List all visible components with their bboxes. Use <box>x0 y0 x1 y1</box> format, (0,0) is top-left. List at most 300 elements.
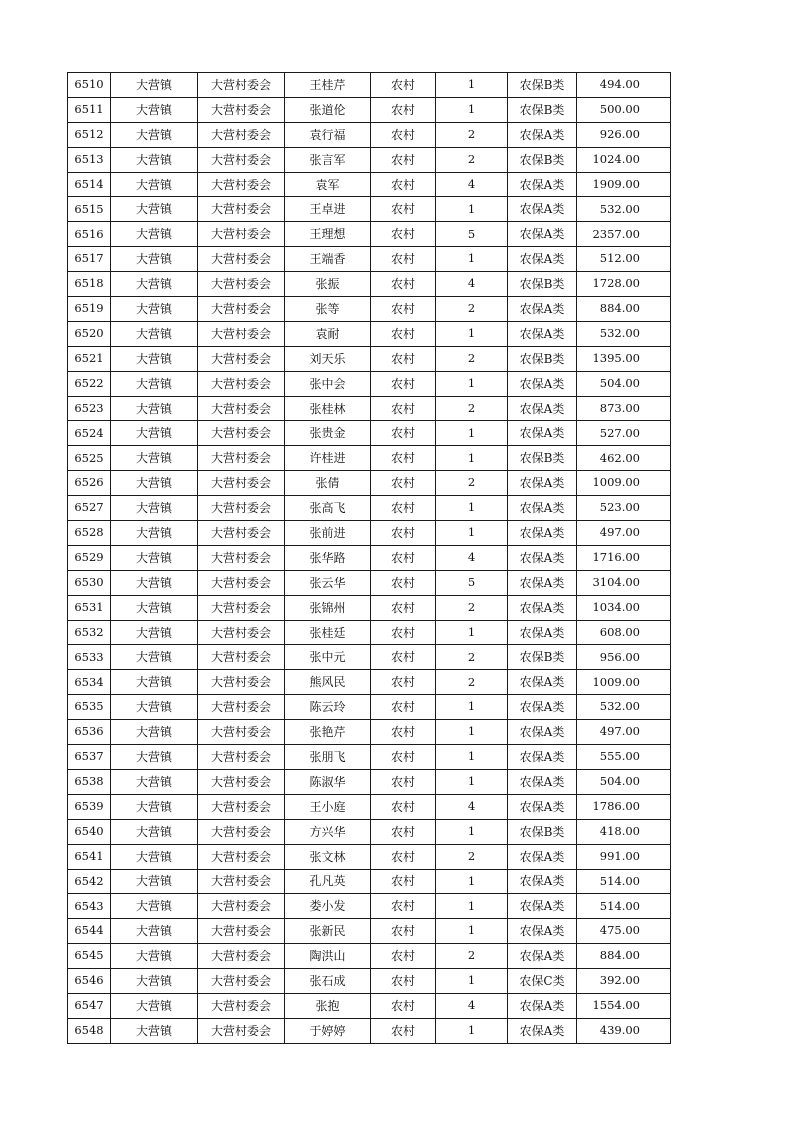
town-cell: 大营镇 <box>111 396 198 421</box>
table-row <box>68 147 671 172</box>
serial-number-cell: 6543 <box>68 894 111 919</box>
household-count-cell: 1 <box>436 97 508 122</box>
village-committee-cell: 大营村委会 <box>198 197 285 222</box>
amount-cell: 497.00 <box>577 521 671 546</box>
table-row <box>68 222 671 247</box>
resident-name-cell: 张文林 <box>285 844 371 869</box>
serial-number-cell: 6515 <box>68 197 111 222</box>
resident-name-cell: 张艳芹 <box>285 720 371 745</box>
resident-name-cell: 袁军 <box>285 172 371 197</box>
town-cell: 大营镇 <box>111 670 198 695</box>
area-type-cell: 农村 <box>371 969 436 994</box>
resident-name-cell: 熊风民 <box>285 670 371 695</box>
serial-number-cell: 6514 <box>68 172 111 197</box>
insurance-category-cell: 农保A类 <box>508 695 577 720</box>
serial-number-cell: 6522 <box>68 371 111 396</box>
household-count-cell: 1 <box>436 73 508 98</box>
village-committee-cell: 大营村委会 <box>198 73 285 98</box>
area-type-cell: 农村 <box>371 844 436 869</box>
resident-name-cell: 张中会 <box>285 371 371 396</box>
table-row <box>68 321 671 346</box>
amount-cell: 523.00 <box>577 496 671 521</box>
town-cell: 大营镇 <box>111 272 198 297</box>
insurance-category-cell: 农保A类 <box>508 297 577 322</box>
amount-cell: 504.00 <box>577 769 671 794</box>
insurance-category-cell: 农保A类 <box>508 371 577 396</box>
insurance-category-cell: 农保A类 <box>508 545 577 570</box>
table-row <box>68 819 671 844</box>
table-row <box>68 993 671 1018</box>
amount-cell: 926.00 <box>577 122 671 147</box>
town-cell: 大营镇 <box>111 222 198 247</box>
area-type-cell: 农村 <box>371 471 436 496</box>
area-type-cell: 农村 <box>371 73 436 98</box>
town-cell: 大营镇 <box>111 147 198 172</box>
area-type-cell: 农村 <box>371 321 436 346</box>
village-committee-cell: 大营村委会 <box>198 869 285 894</box>
insurance-category-cell: 农保A类 <box>508 247 577 272</box>
serial-number-cell: 6528 <box>68 521 111 546</box>
insurance-category-cell: 农保B类 <box>508 346 577 371</box>
household-count-cell: 2 <box>436 147 508 172</box>
serial-number-cell: 6538 <box>68 769 111 794</box>
serial-number-cell: 6525 <box>68 446 111 471</box>
insurance-category-cell: 农保A类 <box>508 620 577 645</box>
table-row <box>68 73 671 98</box>
insurance-category-cell: 农保A类 <box>508 745 577 770</box>
amount-cell: 504.00 <box>577 371 671 396</box>
amount-cell: 956.00 <box>577 645 671 670</box>
resident-name-cell: 王理想 <box>285 222 371 247</box>
village-committee-cell: 大营村委会 <box>198 894 285 919</box>
amount-cell: 512.00 <box>577 247 671 272</box>
area-type-cell: 农村 <box>371 521 436 546</box>
insurance-category-cell: 农保A类 <box>508 172 577 197</box>
insurance-category-cell: 农保C类 <box>508 969 577 994</box>
town-cell: 大营镇 <box>111 297 198 322</box>
town-cell: 大营镇 <box>111 645 198 670</box>
town-cell: 大营镇 <box>111 496 198 521</box>
serial-number-cell: 6542 <box>68 869 111 894</box>
area-type-cell: 农村 <box>371 545 436 570</box>
household-count-cell: 1 <box>436 894 508 919</box>
amount-cell: 3104.00 <box>577 570 671 595</box>
table-row <box>68 844 671 869</box>
serial-number-cell: 6517 <box>68 247 111 272</box>
area-type-cell: 农村 <box>371 570 436 595</box>
table-row <box>68 521 671 546</box>
insurance-category-cell: 农保A类 <box>508 197 577 222</box>
table-row <box>68 172 671 197</box>
household-count-cell: 1 <box>436 521 508 546</box>
serial-number-cell: 6523 <box>68 396 111 421</box>
household-count-cell: 2 <box>436 471 508 496</box>
amount-cell: 439.00 <box>577 1018 671 1043</box>
serial-number-cell: 6533 <box>68 645 111 670</box>
household-count-cell: 1 <box>436 720 508 745</box>
village-committee-cell: 大营村委会 <box>198 645 285 670</box>
area-type-cell: 农村 <box>371 620 436 645</box>
amount-cell: 532.00 <box>577 197 671 222</box>
household-count-cell: 1 <box>436 496 508 521</box>
serial-number-cell: 6521 <box>68 346 111 371</box>
amount-cell: 608.00 <box>577 620 671 645</box>
insurance-category-cell: 农保A类 <box>508 122 577 147</box>
resident-name-cell: 娄小发 <box>285 894 371 919</box>
resident-name-cell: 王端香 <box>285 247 371 272</box>
serial-number-cell: 6536 <box>68 720 111 745</box>
insurance-category-cell: 农保B类 <box>508 446 577 471</box>
serial-number-cell: 6546 <box>68 969 111 994</box>
town-cell: 大营镇 <box>111 471 198 496</box>
village-committee-cell: 大营村委会 <box>198 172 285 197</box>
town-cell: 大营镇 <box>111 197 198 222</box>
amount-cell: 1009.00 <box>577 471 671 496</box>
town-cell: 大营镇 <box>111 769 198 794</box>
table-row <box>68 545 671 570</box>
resident-name-cell: 陈淑华 <box>285 769 371 794</box>
table-row <box>68 496 671 521</box>
resident-name-cell: 王小庭 <box>285 794 371 819</box>
insurance-category-cell: 农保B类 <box>508 147 577 172</box>
town-cell: 大营镇 <box>111 844 198 869</box>
table-row <box>68 371 671 396</box>
resident-name-cell: 袁行福 <box>285 122 371 147</box>
household-count-cell: 5 <box>436 570 508 595</box>
amount-cell: 1716.00 <box>577 545 671 570</box>
table-row <box>68 720 671 745</box>
table-row <box>68 570 671 595</box>
table-row <box>68 944 671 969</box>
table-row <box>68 794 671 819</box>
insurance-category-cell: 农保A类 <box>508 769 577 794</box>
town-cell: 大营镇 <box>111 819 198 844</box>
area-type-cell: 农村 <box>371 272 436 297</box>
table-row <box>68 396 671 421</box>
serial-number-cell: 6548 <box>68 1018 111 1043</box>
area-type-cell: 农村 <box>371 695 436 720</box>
amount-cell: 500.00 <box>577 97 671 122</box>
area-type-cell: 农村 <box>371 222 436 247</box>
insurance-category-cell: 农保A类 <box>508 396 577 421</box>
household-count-cell: 2 <box>436 944 508 969</box>
insurance-category-cell: 农保A类 <box>508 222 577 247</box>
serial-number-cell: 6532 <box>68 620 111 645</box>
amount-cell: 1728.00 <box>577 272 671 297</box>
resident-name-cell: 陈云玲 <box>285 695 371 720</box>
serial-number-cell: 6520 <box>68 321 111 346</box>
amount-cell: 1554.00 <box>577 993 671 1018</box>
household-count-cell: 1 <box>436 446 508 471</box>
resident-name-cell: 张锦州 <box>285 595 371 620</box>
table-row <box>68 695 671 720</box>
town-cell: 大营镇 <box>111 97 198 122</box>
serial-number-cell: 6512 <box>68 122 111 147</box>
serial-number-cell: 6511 <box>68 97 111 122</box>
area-type-cell: 农村 <box>371 869 436 894</box>
table-row <box>68 97 671 122</box>
area-type-cell: 农村 <box>371 819 436 844</box>
table-row <box>68 745 671 770</box>
village-committee-cell: 大营村委会 <box>198 272 285 297</box>
resident-name-cell: 张云华 <box>285 570 371 595</box>
town-cell: 大营镇 <box>111 446 198 471</box>
area-type-cell: 农村 <box>371 1018 436 1043</box>
household-count-cell: 1 <box>436 745 508 770</box>
town-cell: 大营镇 <box>111 122 198 147</box>
area-type-cell: 农村 <box>371 147 436 172</box>
village-committee-cell: 大营村委会 <box>198 147 285 172</box>
serial-number-cell: 6530 <box>68 570 111 595</box>
insurance-category-cell: 农保A类 <box>508 720 577 745</box>
household-count-cell: 2 <box>436 645 508 670</box>
household-count-cell: 1 <box>436 421 508 446</box>
amount-cell: 2357.00 <box>577 222 671 247</box>
serial-number-cell: 6529 <box>68 545 111 570</box>
town-cell: 大营镇 <box>111 1018 198 1043</box>
household-count-cell: 1 <box>436 869 508 894</box>
village-committee-cell: 大营村委会 <box>198 346 285 371</box>
serial-number-cell: 6541 <box>68 844 111 869</box>
amount-cell: 475.00 <box>577 919 671 944</box>
amount-cell: 497.00 <box>577 720 671 745</box>
resident-name-cell: 孔凡英 <box>285 869 371 894</box>
table-row <box>68 645 671 670</box>
area-type-cell: 农村 <box>371 993 436 1018</box>
resident-name-cell: 张贵金 <box>285 421 371 446</box>
insurance-category-cell: 农保A类 <box>508 471 577 496</box>
village-committee-cell: 大营村委会 <box>198 944 285 969</box>
serial-number-cell: 6537 <box>68 745 111 770</box>
village-committee-cell: 大营村委会 <box>198 844 285 869</box>
household-count-cell: 1 <box>436 969 508 994</box>
area-type-cell: 农村 <box>371 919 436 944</box>
table-row <box>68 197 671 222</box>
household-count-cell: 1 <box>436 620 508 645</box>
amount-cell: 514.00 <box>577 869 671 894</box>
insurance-category-cell: 农保A类 <box>508 496 577 521</box>
household-count-cell: 2 <box>436 844 508 869</box>
amount-cell: 873.00 <box>577 396 671 421</box>
serial-number-cell: 6519 <box>68 297 111 322</box>
resident-name-cell: 王桂芹 <box>285 73 371 98</box>
household-count-cell: 2 <box>436 396 508 421</box>
resident-name-cell: 张前进 <box>285 521 371 546</box>
resident-name-cell: 张朋飞 <box>285 745 371 770</box>
town-cell: 大营镇 <box>111 545 198 570</box>
amount-cell: 532.00 <box>577 695 671 720</box>
insurance-category-cell: 农保B类 <box>508 819 577 844</box>
village-committee-cell: 大营村委会 <box>198 819 285 844</box>
table-row <box>68 769 671 794</box>
village-committee-cell: 大营村委会 <box>198 969 285 994</box>
village-committee-cell: 大营村委会 <box>198 297 285 322</box>
area-type-cell: 农村 <box>371 794 436 819</box>
table-row <box>68 595 671 620</box>
household-count-cell: 2 <box>436 297 508 322</box>
household-count-cell: 1 <box>436 197 508 222</box>
village-committee-cell: 大营村委会 <box>198 122 285 147</box>
town-cell: 大营镇 <box>111 346 198 371</box>
insurance-category-cell: 农保A类 <box>508 1018 577 1043</box>
household-count-cell: 1 <box>436 769 508 794</box>
village-committee-cell: 大营村委会 <box>198 794 285 819</box>
town-cell: 大营镇 <box>111 919 198 944</box>
area-type-cell: 农村 <box>371 446 436 471</box>
resident-name-cell: 方兴华 <box>285 819 371 844</box>
table-body <box>68 73 671 1044</box>
town-cell: 大营镇 <box>111 944 198 969</box>
town-cell: 大营镇 <box>111 521 198 546</box>
resident-name-cell: 张华路 <box>285 545 371 570</box>
area-type-cell: 农村 <box>371 645 436 670</box>
table-row <box>68 122 671 147</box>
household-count-cell: 2 <box>436 346 508 371</box>
resident-name-cell: 张石成 <box>285 969 371 994</box>
insurance-category-cell: 农保A类 <box>508 894 577 919</box>
resident-name-cell: 张振 <box>285 272 371 297</box>
table-row <box>68 247 671 272</box>
insurance-category-cell: 农保A类 <box>508 844 577 869</box>
area-type-cell: 农村 <box>371 595 436 620</box>
area-type-cell: 农村 <box>371 97 436 122</box>
household-count-cell: 1 <box>436 247 508 272</box>
household-count-cell: 1 <box>436 695 508 720</box>
village-committee-cell: 大营村委会 <box>198 222 285 247</box>
household-count-cell: 1 <box>436 1018 508 1043</box>
area-type-cell: 农村 <box>371 172 436 197</box>
village-committee-cell: 大营村委会 <box>198 670 285 695</box>
area-type-cell: 农村 <box>371 670 436 695</box>
town-cell: 大营镇 <box>111 247 198 272</box>
village-committee-cell: 大营村委会 <box>198 545 285 570</box>
serial-number-cell: 6524 <box>68 421 111 446</box>
amount-cell: 1786.00 <box>577 794 671 819</box>
village-committee-cell: 大营村委会 <box>198 371 285 396</box>
village-committee-cell: 大营村委会 <box>198 745 285 770</box>
village-committee-cell: 大营村委会 <box>198 471 285 496</box>
village-committee-cell: 大营村委会 <box>198 421 285 446</box>
village-committee-cell: 大营村委会 <box>198 620 285 645</box>
village-committee-cell: 大营村委会 <box>198 993 285 1018</box>
amount-cell: 1909.00 <box>577 172 671 197</box>
household-count-cell: 4 <box>436 545 508 570</box>
insurance-category-cell: 农保A类 <box>508 944 577 969</box>
amount-cell: 1024.00 <box>577 147 671 172</box>
town-cell: 大营镇 <box>111 73 198 98</box>
resident-name-cell: 张新民 <box>285 919 371 944</box>
household-count-cell: 2 <box>436 122 508 147</box>
serial-number-cell: 6513 <box>68 147 111 172</box>
area-type-cell: 农村 <box>371 421 436 446</box>
table-row <box>68 446 671 471</box>
beneficiary-table <box>67 72 671 1044</box>
amount-cell: 884.00 <box>577 944 671 969</box>
serial-number-cell: 6539 <box>68 794 111 819</box>
serial-number-cell: 6526 <box>68 471 111 496</box>
household-count-cell: 2 <box>436 595 508 620</box>
town-cell: 大营镇 <box>111 894 198 919</box>
town-cell: 大营镇 <box>111 371 198 396</box>
village-committee-cell: 大营村委会 <box>198 396 285 421</box>
table-row <box>68 297 671 322</box>
resident-name-cell: 袁耐 <box>285 321 371 346</box>
household-count-cell: 4 <box>436 172 508 197</box>
serial-number-cell: 6544 <box>68 919 111 944</box>
serial-number-cell: 6540 <box>68 819 111 844</box>
insurance-category-cell: 农保A类 <box>508 570 577 595</box>
table-row <box>68 620 671 645</box>
household-count-cell: 4 <box>436 794 508 819</box>
amount-cell: 392.00 <box>577 969 671 994</box>
serial-number-cell: 6545 <box>68 944 111 969</box>
village-committee-cell: 大营村委会 <box>198 720 285 745</box>
village-committee-cell: 大营村委会 <box>198 695 285 720</box>
insurance-category-cell: 农保A类 <box>508 869 577 894</box>
village-committee-cell: 大营村委会 <box>198 446 285 471</box>
area-type-cell: 农村 <box>371 496 436 521</box>
area-type-cell: 农村 <box>371 396 436 421</box>
amount-cell: 1034.00 <box>577 595 671 620</box>
area-type-cell: 农村 <box>371 197 436 222</box>
amount-cell: 1009.00 <box>577 670 671 695</box>
serial-number-cell: 6516 <box>68 222 111 247</box>
town-cell: 大营镇 <box>111 421 198 446</box>
serial-number-cell: 6534 <box>68 670 111 695</box>
table-row <box>68 421 671 446</box>
table-row <box>68 969 671 994</box>
insurance-category-cell: 农保A类 <box>508 521 577 546</box>
village-committee-cell: 大营村委会 <box>198 570 285 595</box>
amount-cell: 991.00 <box>577 844 671 869</box>
insurance-category-cell: 农保A类 <box>508 794 577 819</box>
village-committee-cell: 大营村委会 <box>198 321 285 346</box>
amount-cell: 884.00 <box>577 297 671 322</box>
area-type-cell: 农村 <box>371 371 436 396</box>
amount-cell: 527.00 <box>577 421 671 446</box>
town-cell: 大营镇 <box>111 620 198 645</box>
insurance-category-cell: 农保A类 <box>508 670 577 695</box>
area-type-cell: 农村 <box>371 720 436 745</box>
town-cell: 大营镇 <box>111 993 198 1018</box>
village-committee-cell: 大营村委会 <box>198 919 285 944</box>
resident-name-cell: 陶洪山 <box>285 944 371 969</box>
insurance-category-cell: 农保B类 <box>508 272 577 297</box>
town-cell: 大营镇 <box>111 794 198 819</box>
town-cell: 大营镇 <box>111 720 198 745</box>
household-count-cell: 4 <box>436 272 508 297</box>
area-type-cell: 农村 <box>371 769 436 794</box>
serial-number-cell: 6527 <box>68 496 111 521</box>
resident-name-cell: 于婷婷 <box>285 1018 371 1043</box>
table-row <box>68 272 671 297</box>
area-type-cell: 农村 <box>371 297 436 322</box>
amount-cell: 418.00 <box>577 819 671 844</box>
village-committee-cell: 大营村委会 <box>198 247 285 272</box>
table-row <box>68 869 671 894</box>
household-count-cell: 4 <box>436 993 508 1018</box>
insurance-category-cell: 农保A类 <box>508 919 577 944</box>
household-count-cell: 1 <box>436 371 508 396</box>
amount-cell: 532.00 <box>577 321 671 346</box>
village-committee-cell: 大营村委会 <box>198 97 285 122</box>
amount-cell: 514.00 <box>577 894 671 919</box>
village-committee-cell: 大营村委会 <box>198 595 285 620</box>
resident-name-cell: 张桂林 <box>285 396 371 421</box>
village-committee-cell: 大营村委会 <box>198 769 285 794</box>
resident-name-cell: 王卓进 <box>285 197 371 222</box>
amount-cell: 1395.00 <box>577 346 671 371</box>
